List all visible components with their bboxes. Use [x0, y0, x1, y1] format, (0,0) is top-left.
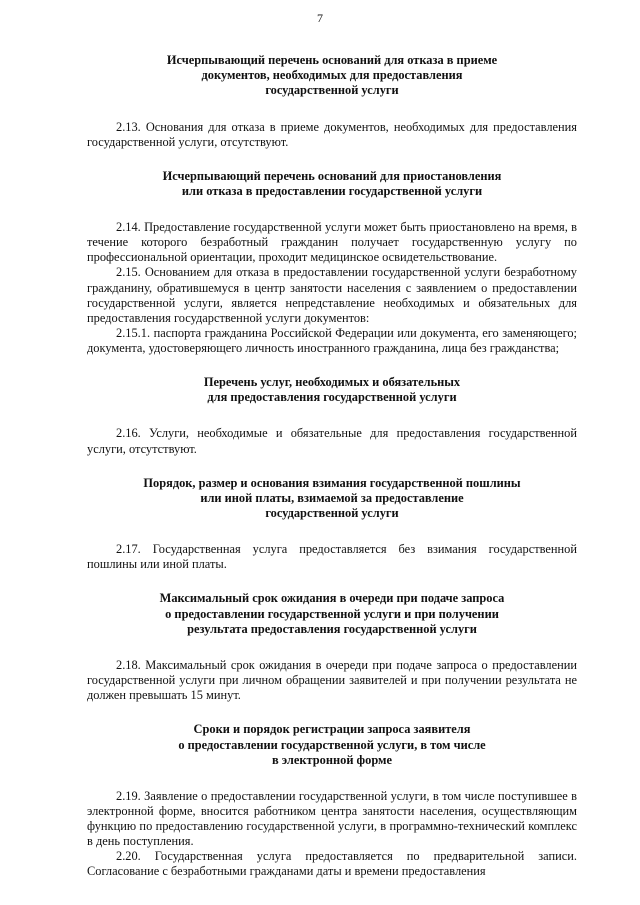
heading-line: или иной платы, взимаемой за предоставление [200, 490, 464, 505]
paragraph-2-19: 2.19. Заявление о предоставлении государственной услуги, в том числе поступившее в электронной форме, вносится работником центра занятости населения, осуществляющим функцию по предоставлению государственной услуги, в программно-технический комплекс в день поступления. [87, 788, 577, 849]
section-required-services [87, 375, 577, 457]
document-body [87, 53, 577, 880]
heading-line: результата предоставления государственной услуги [187, 621, 477, 636]
heading-line: Исчерпывающий перечень оснований для отказа в приеме [166, 53, 498, 67]
section-refusal-documents [87, 53, 577, 150]
section-request-registration [87, 722, 577, 879]
section-heading [87, 476, 577, 522]
section-heading [87, 375, 577, 405]
heading-line: в электронной форме [272, 752, 392, 767]
paragraph-2-16: 2.16. Услуги, необходимые и обязательные для предоставления государственной услуги, отсутствуют. [87, 426, 577, 456]
paragraph-2-13: 2.13. Основания для отказа в приеме документов, необходимых для предоставления государственной услуги, отсутствуют. [87, 119, 577, 149]
heading-line: о предоставлении государственной услуги, в том числе [178, 737, 486, 752]
heading-line: Перечень услуг, необходимых и обязательных [203, 375, 461, 390]
paragraph-2-17: 2.17. Государственная услуга предоставляется без взимания государственной пошлины или иной платы. [87, 542, 577, 572]
heading-line: Сроки и порядок регистрации запроса заявителя [193, 722, 471, 737]
paragraph-2-15: 2.15. Основанием для отказа в предоставлении государственной услуги безработному гражданину, обратившемуся в центр занятости населения с заявлением о предоставлении государственной услуги, является непредставление необходимых и обязательных для предоставления государственной услуги документов: [87, 265, 577, 325]
section-queue-waiting-time [87, 591, 577, 703]
heading-line: для предоставления государственной услуги [207, 390, 457, 405]
heading-line: Порядок, размер и основания взимания государственной пошлины [143, 475, 521, 490]
paragraph-2-20: 2.20. Государственная услуга предоставляется по предварительной записи. Согласование с безработными гражданами даты и времени предоставления [87, 849, 577, 879]
heading-line: или отказа в предоставлении государственной услуги [181, 184, 483, 198]
section-heading [87, 591, 577, 637]
heading-line: документов, необходимых для предоставления [201, 68, 463, 83]
heading-line: Максимальный срок ожидания в очереди при подаче запроса [159, 591, 505, 606]
page-number: 7 [317, 11, 323, 25]
heading-line: государственной услуги [265, 506, 399, 521]
section-state-fee [87, 476, 577, 573]
heading-line: государственной услуги [265, 83, 399, 98]
paragraph-2-14: 2.14. Предоставление государственной услуги может быть приостановлено на время, в течение которого безработный гражданин получает государственную услугу по профессиональной ориентации, проходит медицинское освидетельствование. [87, 220, 577, 265]
paragraph-2-18: 2.18. Максимальный срок ожидания в очереди при подаче запроса о предоставлении государственной услуги при личном обращении заявителей и при получении результата не должен превышать 15 минут. [87, 658, 577, 703]
section-suspension-refusal [87, 169, 577, 356]
section-heading [87, 53, 577, 99]
heading-line: о предоставлении государственной услуги и при получении [165, 606, 499, 621]
section-heading [87, 169, 577, 199]
paragraph-2-15-1: 2.15.1. паспорта гражданина Российской Федерации или документа, его заменяющего; документа, удостоверяющего личность иностранного гражданина, лица без гражданства; [87, 325, 577, 355]
heading-line: Исчерпывающий перечень оснований для приостановления [162, 168, 502, 183]
section-heading [87, 722, 577, 768]
